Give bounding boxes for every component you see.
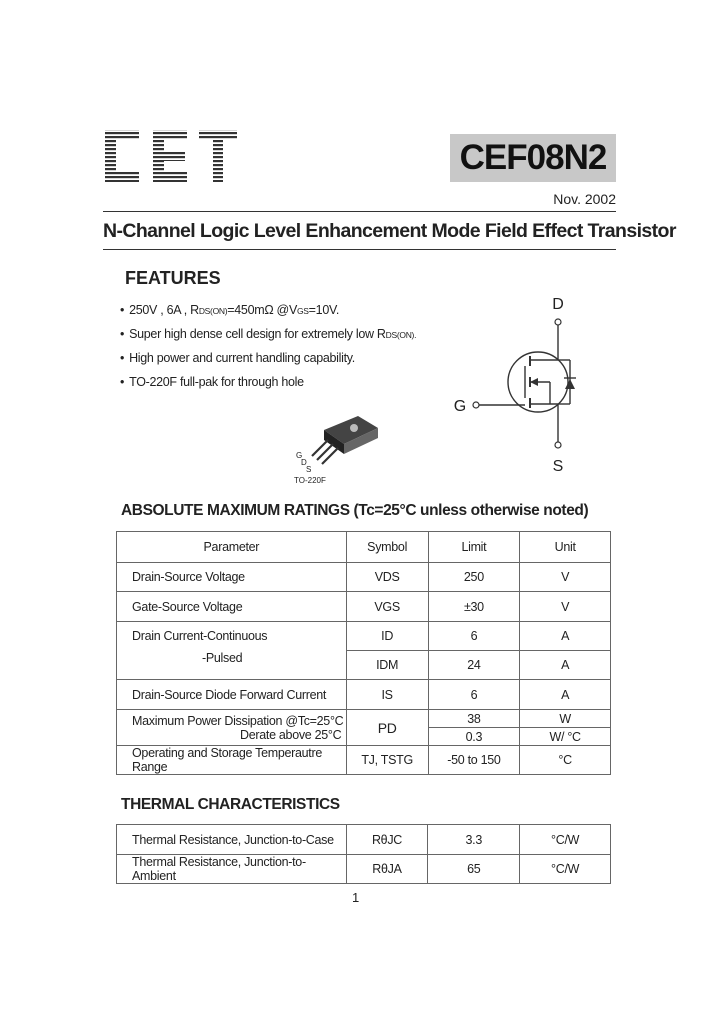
table-row: Operating and Storage Temperautre Range TJ, TSTG -50 to 150 °C (117, 746, 611, 775)
table-row: Drain-Source Diode Forward Current IS 6 A (117, 680, 611, 710)
table-row: Thermal Resistance, Junction-to-Ambient RθJA 65 °C/W (117, 855, 611, 884)
table-header-row (117, 532, 611, 563)
header-symbol: Symbol (346, 532, 428, 563)
to220f-package-drawing (292, 408, 382, 488)
table-row: Thermal Resistance, Junction-to-Case RθJC 3.3 °C/W (117, 825, 611, 855)
thermal-table (116, 824, 611, 884)
divider (103, 249, 616, 250)
abs-max-table (116, 531, 611, 775)
gate-label: G (453, 398, 467, 415)
drain-label: D (552, 296, 564, 313)
features-list (120, 303, 416, 399)
date: Nov. 2002 (553, 191, 616, 207)
feature-item: • 250V , 6A , RDS(ON)=450mΩ @VGS=10V. (120, 303, 416, 327)
source-label: S (552, 458, 564, 474)
part-number: CEF08N2 (459, 138, 607, 177)
table-row: IDM 24 A (117, 651, 611, 680)
package-name: TO-220F (294, 476, 326, 485)
table-row: Maximum Power Dissipation @Tc=25°C Derate above 25°C PD 38 W (117, 710, 611, 728)
thermal-heading: THERMAL CHARACTERISTICS (121, 796, 340, 813)
feature-item: • High power and current handling capability. (120, 351, 416, 375)
mosfet-schematic (446, 292, 586, 474)
header-unit: Unit (520, 532, 611, 563)
table-row: Drain Current-Continuous -Pulsed ID 6 A (117, 622, 611, 651)
svg-text:G: G (296, 451, 303, 460)
header-parameter: Parameter (117, 532, 347, 563)
svg-text:D: D (301, 458, 307, 467)
part-number-box (450, 134, 616, 182)
table-row: Gate-Source Voltage VGS ±30 V (117, 592, 611, 622)
document-title: N-Channel Logic Level Enhancement Mode Field Effect Transistor (103, 220, 676, 242)
feature-item: • Super high dense cell design for extremely low RDS(ON). (120, 327, 416, 351)
cet-logo (101, 128, 239, 184)
divider (103, 211, 616, 212)
table-row: Drain-Source Voltage VDS 250 V (117, 563, 611, 592)
header-limit: Limit (428, 532, 520, 563)
page-number: 1 (352, 890, 360, 905)
features-heading: FEATURES (125, 268, 221, 288)
svg-text:S: S (306, 465, 312, 474)
abs-max-heading: ABSOLUTE MAXIMUM RATINGS (Tc=25°C unless otherwise noted) (121, 502, 589, 519)
table-row: 0.3 W/ °C (117, 728, 611, 746)
feature-item: • TO-220F full-pak for through hole (120, 375, 416, 399)
